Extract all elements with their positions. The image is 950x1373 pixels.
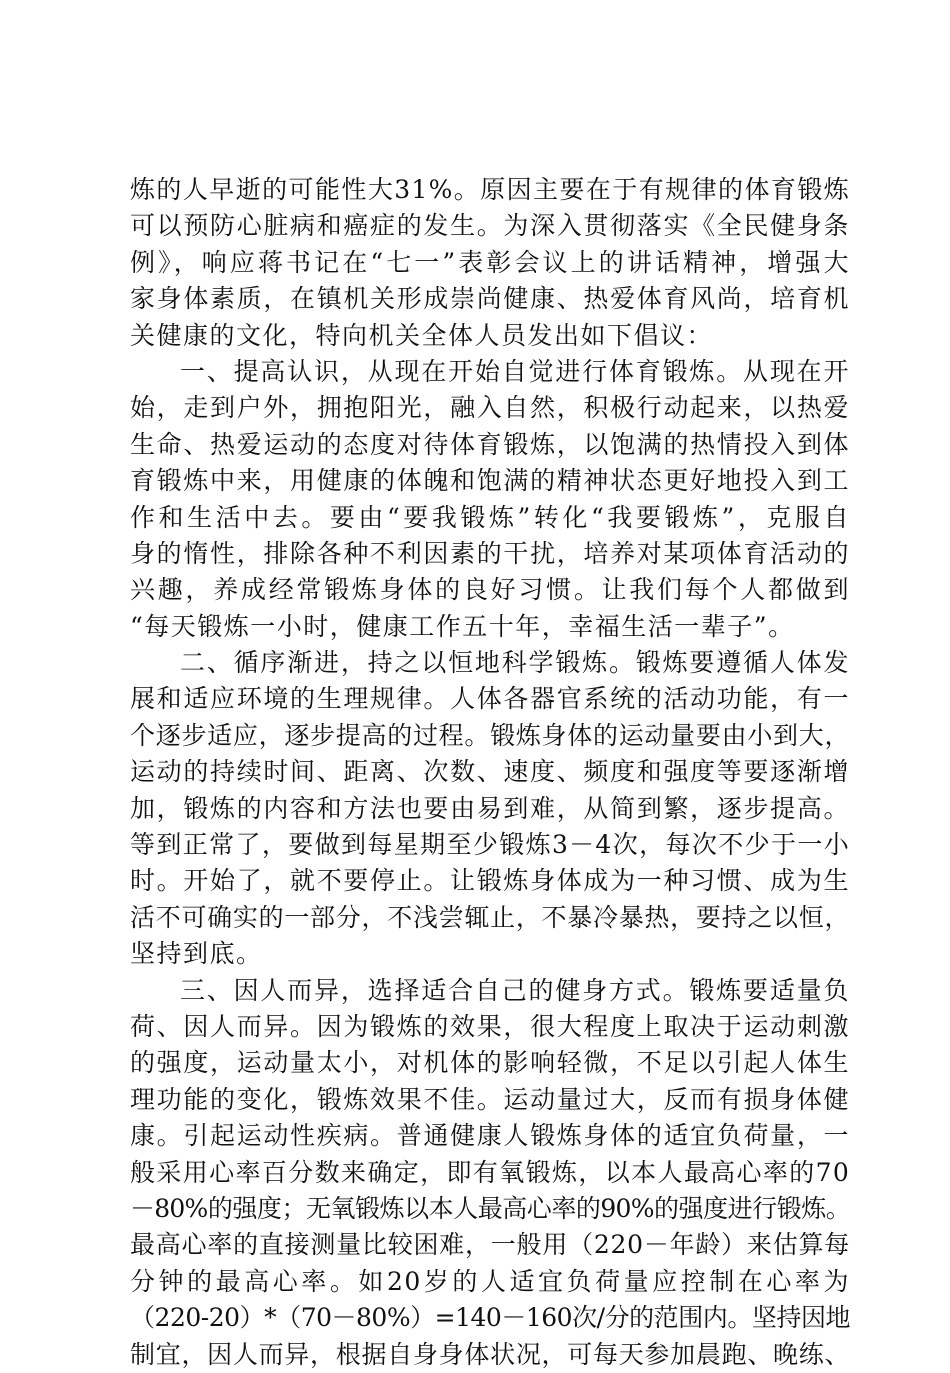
text-line: 分钟的最高心率。如20岁的人适宜负荷量应控制在心率为 [130,1266,850,1296]
text-line: 最高心率的直接测量比较困难，一般用（220－年龄）来估算每 [130,1230,850,1260]
text-line: 始，走到户外，拥抱阳光，融入自然，积极行动起来，以热爱 [130,393,850,423]
text-line: 三、因人而异，选择适合自己的健身方式。锻炼要适量负 [180,975,850,1005]
text-line: 加，锻炼的内容和方法也要由易到难，从简到繁，逐步提高。 [130,793,850,823]
text-line: 家身体素质，在镇机关形成崇尚健康、热爱体育风尚，培育机 [130,284,850,314]
text-line: 运动的持续时间、距离、次数、速度、频度和强度等要逐渐增 [130,757,850,787]
text-line: 理功能的变化，锻炼效果不佳。运动量过大，反而有损身体健 [130,1084,850,1114]
text-line: 可以预防心脏病和癌症的发生。为深入贯彻落实《全民健身条 [130,211,850,241]
text-line: 生命、热爱运动的态度对待体育锻炼，以饱满的热情投入到体 [130,429,850,459]
text-line: 关健康的文化，特向机关全体人员发出如下倡议： [130,320,714,350]
text-line: 般采用心率百分数来确定，即有氧锻炼，以本人最高心率的70 [130,1157,850,1187]
text-line: 育锻炼中来，用健康的体魄和饱满的精神状态更好地投入到工 [130,466,850,496]
text-line: 活不可确实的一部分，不浅尝辄止，不暴冷暴热，要持之以恒， [130,902,850,932]
text-line: 制宜，因人而异，根据自身身体状况，可每天参加晨跑、晚练、 [130,1339,850,1369]
text-line: 的强度，运动量太小，对机体的影响轻微，不足以引起人体生 [130,1048,850,1078]
text-line: 二、循序渐进，持之以恒地科学锻炼。锻炼要遵循人体发 [180,648,850,678]
text-line: 身的惰性，排除各种不利因素的干扰，培养对某项体育活动的 [130,538,850,568]
text-line: “每天锻炼一小时，健康工作五十年，幸福生活一辈子”。 [130,611,795,641]
text-line: 展和适应环境的生理规律。人体各器官系统的活动功能，有一 [130,684,850,714]
text-line: 康。引起运动性疾病。普通健康人锻炼身体的适宜负荷量，一 [130,1121,850,1151]
text-line: 一、提高认识，从现在开始自觉进行体育锻炼。从现在开 [180,356,850,386]
text-line: 等到正常了，要做到每星期至少锻炼3－4次，每次不少于一小 [130,830,850,860]
text-line: （220-20）*（70－80%）=140－160次/分的范围内。坚持因地 [130,1303,850,1333]
document-body [130,172,850,1373]
text-line: 坚持到底。 [130,939,263,969]
text-line: 荷、因人而异。因为锻炼的效果，很大程度上取决于运动刺激 [130,1011,850,1041]
text-line: 时。开始了，就不要停止。让锻炼身体成为一种习惯、成为生 [130,866,850,896]
text-line: 例》，响应蒋书记在“七一”表彰会议上的讲话精神，增强大 [130,247,850,277]
text-line: 炼的人早逝的可能性大31%。原因主要在于有规律的体育锻炼 [130,175,850,204]
text-line: 个逐步适应，逐步提高的过程。锻炼身体的运动量要由小到大， [130,720,850,750]
text-line: 作和生活中去。要由“要我锻炼”转化“我要锻炼”，克服自 [130,502,850,532]
text-line: 兴趣，养成经常锻炼身体的良好习惯。让我们每个人都做到 [130,575,850,605]
text-line: －80%的强度；无氧锻炼以本人最高心率的90%的强度进行锻炼。 [130,1193,850,1223]
